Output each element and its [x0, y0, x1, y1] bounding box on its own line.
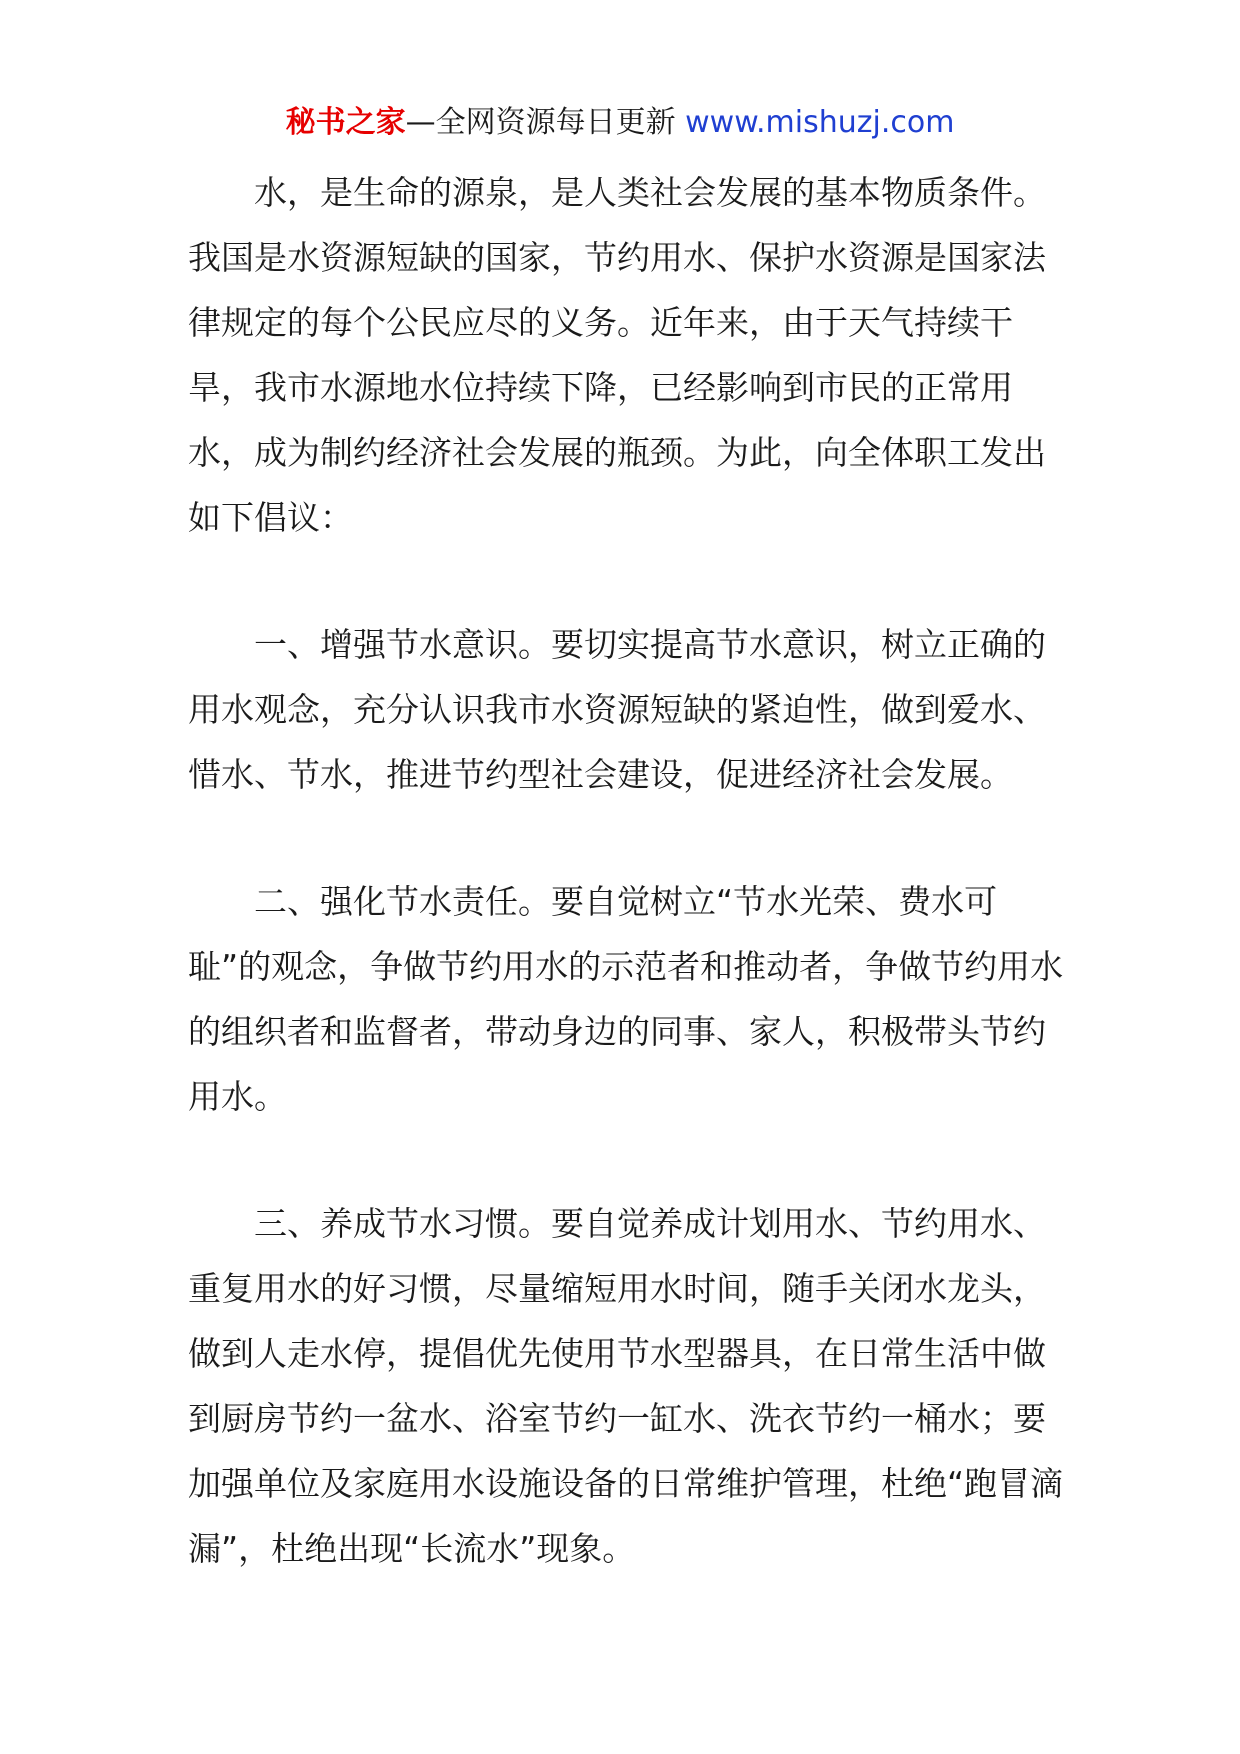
brand-name: 秘书之家 [285, 105, 406, 140]
intro-paragraph: 水，是生命的源泉，是人类社会发展的基本物质条件。我国是水资源短缺的国家，节约用水、保护水资源是国家法律规定的每个公民应尽的义务。近年来，由于天气持续干旱，我市水源地水位持续下降，已经影响到市民的正常用水，成为制约经济社会发展的瓶颈。为此，向全体职工发出如下倡议： [188, 173, 1046, 537]
document-body [188, 160, 1064, 1643]
proposal-1-paragraph: 一、增强节水意识。要切实提高节水意识，树立正确的用水观念，充分认识我市水资源短缺的紧迫性，做到爱水、惜水、节水，推进节约型社会建设，促进经济社会发展。 [188, 625, 1046, 794]
proposal-2-paragraph: 二、强化节水责任。要自觉树立“节水光荣、费水可耻”的观念，争做节约用水的示范者和推动者，争做节约用水的组织者和监督者，带动身边的同事、家人，积极带头节约用水。 [188, 882, 1064, 1116]
site-url-link[interactable]: www.mishuzj.com [685, 105, 955, 140]
site-header [0, 100, 1240, 146]
header-tagline: —全网资源每日更新 [405, 105, 686, 140]
proposal-3-paragraph: 三、养成节水习惯。要自觉养成计划用水、节约用水、重复用水的好习惯，尽量缩短用水时间，随手关闭水龙头，做到人走水停，提倡优先使用节水型器具，在日常生活中做到厨房节约一盆水、浴室节约一缸水、洗衣节约一桶水；要加强单位及家庭用水设施设备的日常维护管理，杜绝“跑冒滴漏”，杜绝出现“长流水”现象。 [188, 1204, 1064, 1568]
